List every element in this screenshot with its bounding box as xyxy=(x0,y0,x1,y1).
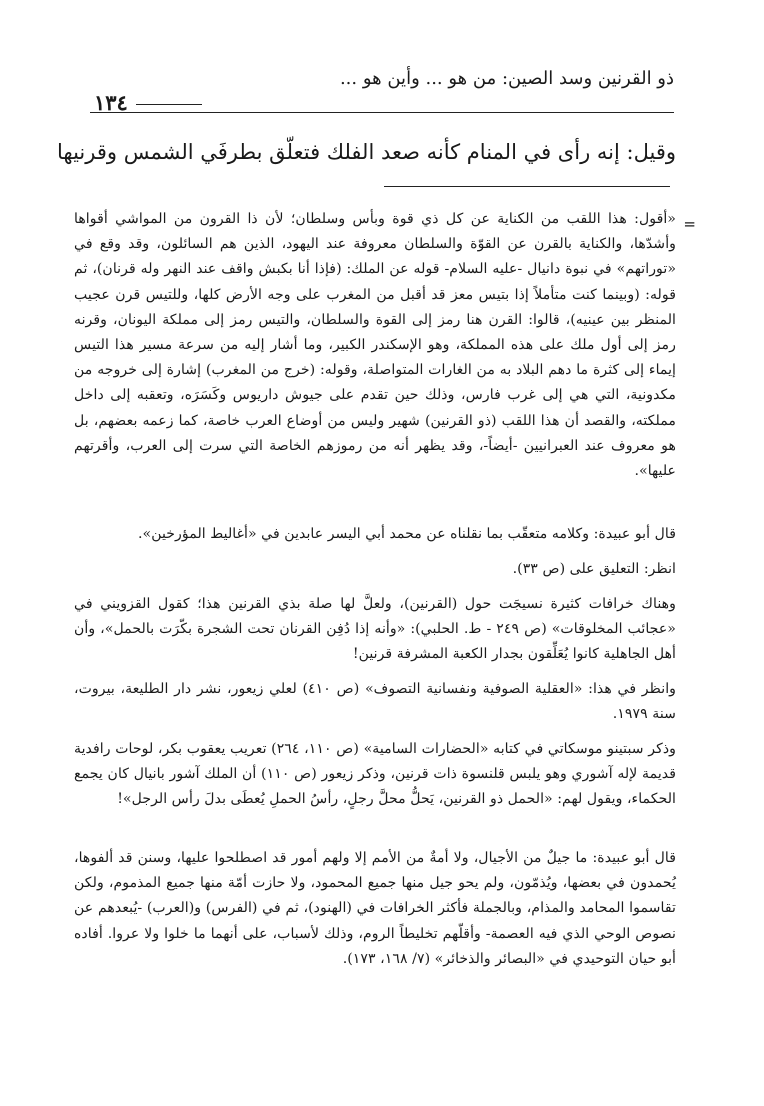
verse-line: وقيل: إنه رأى في المنام كأنه صعد الفلك فتعلّق بطرفَي الشمس وقرنيها xyxy=(57,140,676,164)
footnote-separator xyxy=(384,186,670,187)
footnote-paragraph-3: انظر: التعليق على (ص ٣٣). xyxy=(512,561,676,577)
page-number-value: ١٣٤ xyxy=(94,90,128,115)
running-title: ذو القرنين وسد الصين: من هو ... وأين هو ... xyxy=(339,68,674,89)
footnote-paragraph-6: وذكر سبتينو موسكاتي في كتابه «الحضارات السامية» (ص ١١٠، ٢٦٤) تعريب يعقوب بكر، لوحات رافدية قديمة لإله آشوري وهو يلبس قلنسوة ذات قرنين، وذكر زيعور (ص ١١٠) أن الملك آشور بانيال كان يجمع الحكماء، ويقول لهم: «الحمل ذو القرنين، يَحلُّ محلَّ رجلٍ، رأسُ الحملِ يُعطَى بدلَ رأس الرجل»! xyxy=(74,741,677,808)
footnote-paragraph-7: قال أبو عبيدة: ما جيلٌ من الأجيال، ولا أمةٌ من الأمم إلا ولهم أمور قد اصطلحوا عليها، وسنن قد ألفوها، يُحمدون في بعضها، ويُذمّون، ولم يحو جيل منها جميع المحمود، ولا حازت أمّة منها جميع المذموم، ولكن تقاسموا المحامد والمذام، وبالجملة فأكثر الخرافات في (الهنود)، ثم في (الفرس) و(العرب) -يُبعدهم عن نصوص الوحي الذي فيه العصمة- وأقلّهم تخليطاً الروم، وذلك لأسباب، على أنهما ما خلوا ولا عروا. أفاده أبو حيان التوحيدي في «البصائر والذخائر» (٧/ ١٦٨، ١٧٣). xyxy=(74,850,676,967)
header-rule xyxy=(90,112,674,113)
footnote-paragraph-4: وهناك خرافات كثيرة نسيجَت حول (القرنين)، ولعلَّ لها صلة بذي القرنين هذا؛ كقول القزويني في «عجائب المخلوقات» (ص ٢٤٩ - ط. الحلبي): «وأنه إذا دُفِن القرنان تحت الشجرة بكّرَت بالحمل»، وأن أهل الجاهلية كانوا يُعَلِّقون بجدار الكعبة المشرفة قرنين! xyxy=(74,596,676,663)
continuation-mark: = xyxy=(683,215,696,233)
page-number-rule xyxy=(136,104,202,105)
footnote-paragraph-1: «أقول: هذا اللقب من الكناية عن كل ذي قوة وبأس وسلطان؛ لأن ذا القرون من المواشي أقواها وأشدّها، والكناية بالقرن عن القوّة والسلطان معروفة عند اليهود، الذين هم السائلون، وقد وقع في «توراتهم» في نبوة دانيال -عليه السلام- قوله عن الملك: (فإذا أنا بكبش واقف عند النهر وله قرنان)، ثم قوله: (وبينما كنت متأملاً إذا بتيس معز قد أقبل من المغرب على وجه الأرض كلها، وللتيس قرن عجيب المنظر بين عينيه)، قالوا: القرن هنا رمز إلى القوة والسلطان، والتيس رمز إلى مملكة اليونان، وقرنه رمز إلى أول ملك على هذه المملكة، وهو الإسكندر الكبير، وما أشار إليه من سرعة مسير هذا التيس إيماء إلى كثرة ما دهم البلاد به من الغارات المتواصلة، وقوله: (خرج من المغرب) إشارة إلى خروجه من مكدونية، التي هي إلى غرب فارس، وذلك حين تقدم على جيوش داريوس وكَسَرَه، وتعقبه إلى داخل مملكته، والقصد أن هذا اللقب (ذو القرنين) شهير وليس من أوضاع العرب خاصة، كما زعمه بعضهم، بل هو معروف عند العبرانيين -أيضاً-، وقد يظهر أنه من رموزهم الخاصة التي سرت إلى العرب، وأقرتهم عليها». xyxy=(74,211,676,480)
footnote-paragraph-5: وانظر في هذا: «العقلية الصوفية ونفسانية التصوف» (ص ٤١٠) لعلي زيعور، نشر دار الطليعة، بيروت، سنة ١٩٧٩. xyxy=(74,681,676,723)
footnote-paragraph-2: قال أبو عبيدة: وكلامه متعقّب بما نقلناه عن محمد أبي اليسر عابدين في «أغاليط المؤرخين». xyxy=(138,526,676,542)
